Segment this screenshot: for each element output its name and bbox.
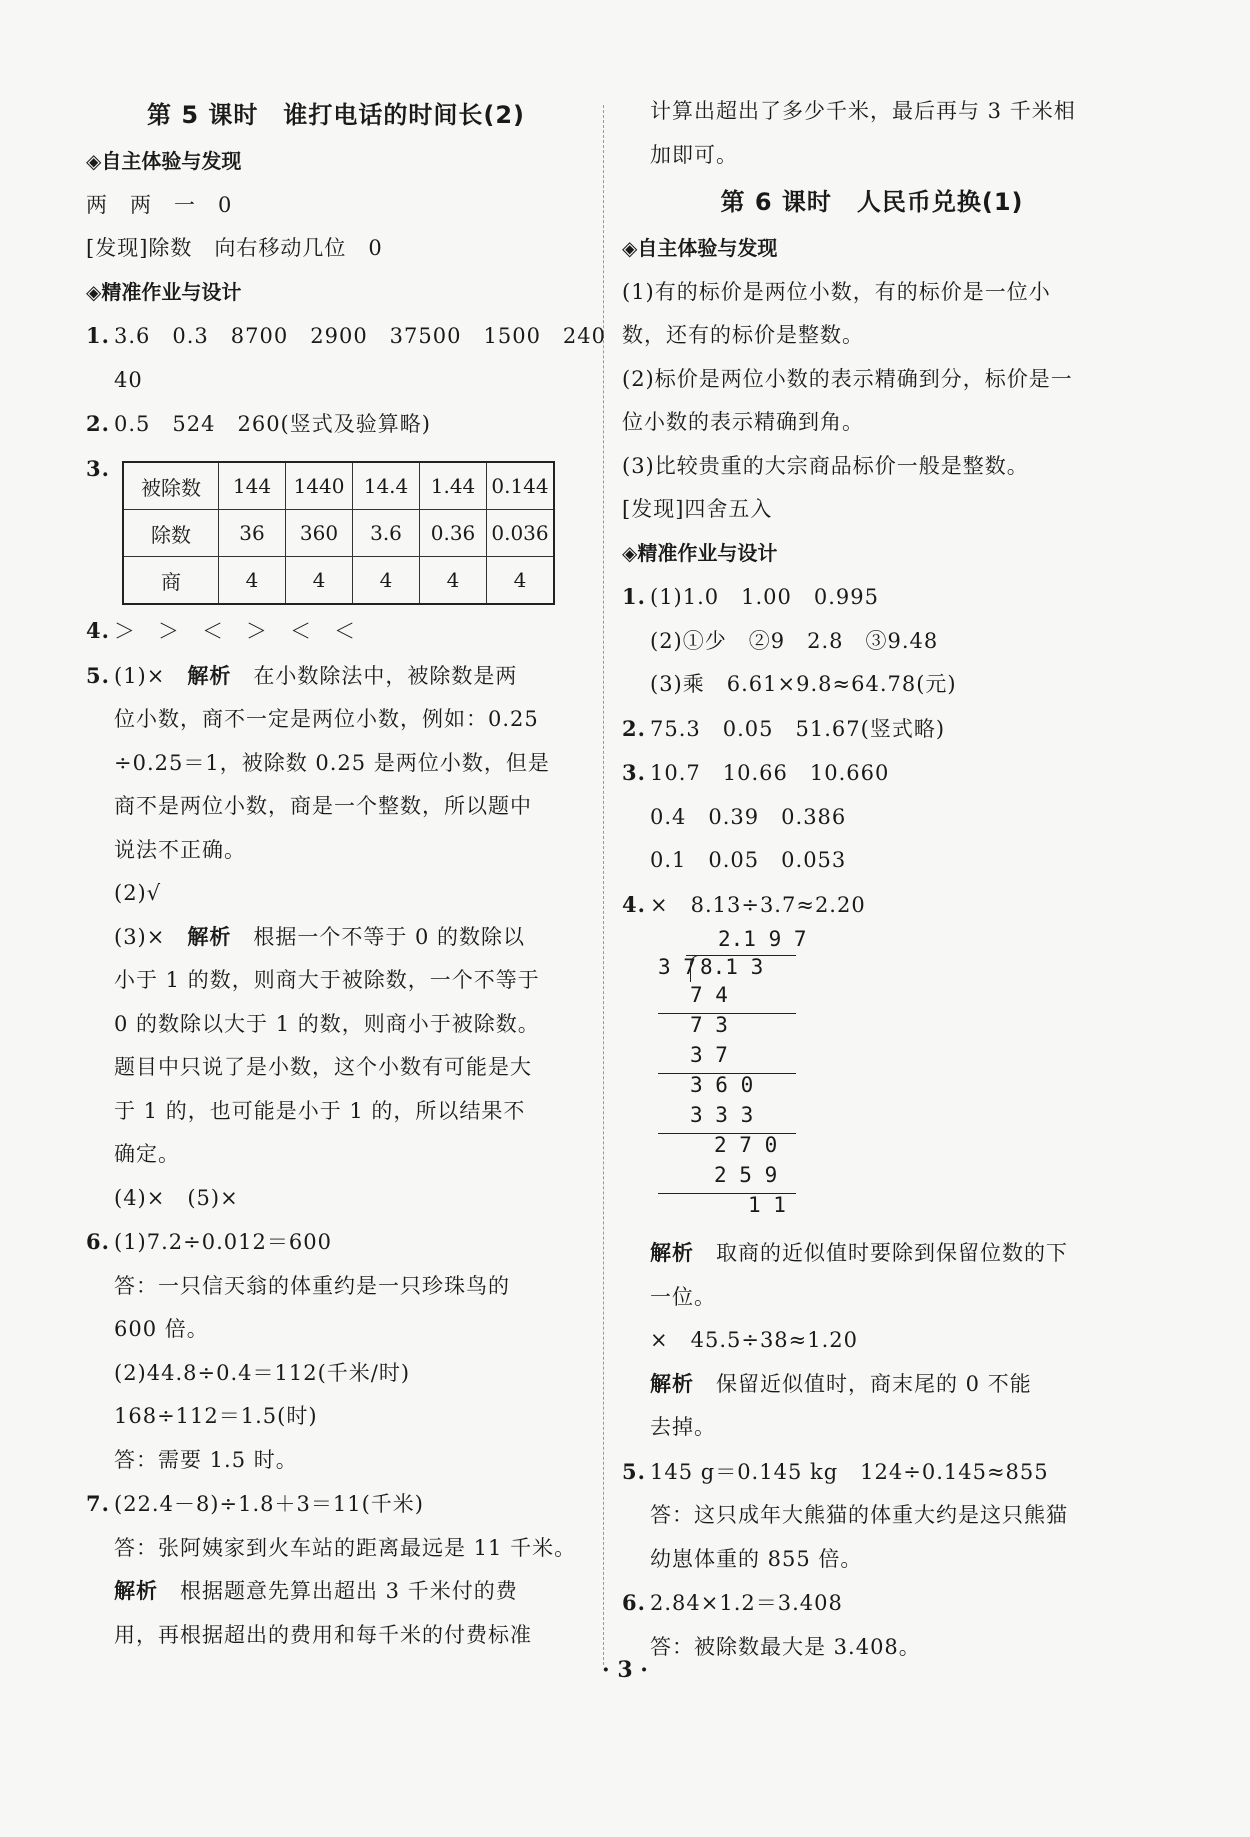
table-header-cell: 商	[123, 557, 219, 605]
answer-text: 168÷112＝1.5(时)	[114, 1404, 318, 1428]
question-number: 1.	[86, 323, 110, 348]
table-cell: 144	[219, 462, 286, 510]
answer-text: 答：被除数最大是 3.408。	[650, 1634, 921, 1659]
question-number: 5.	[622, 1458, 646, 1484]
answer-text: 位小数的表示精确到角。	[622, 410, 864, 434]
analysis-text: 0 的数除以大于 1 的数，则商小于被除数。	[114, 1011, 540, 1036]
table-cell: 1.44	[420, 462, 487, 510]
question-number: 5.	[86, 662, 110, 688]
analysis-text: 题目中只说了是小数，这个小数有可能是大	[114, 1055, 532, 1079]
table-row	[123, 510, 554, 557]
table-cell: 4	[353, 557, 420, 605]
answer-text: 0.5 524 260(竖式及验算略)	[114, 412, 431, 436]
table-cell: 0.36	[420, 510, 487, 557]
answer-text: 答：一只信天翁的体重约是一只珍珠鸟的	[114, 1273, 510, 1298]
answer-text: (3)乘 6.61×9.8≈64.78(元)	[650, 672, 957, 696]
analysis-tag: 解析	[187, 663, 232, 688]
answer-text: (2)标价是两位小数的表示精确到分，标价是一	[622, 366, 1073, 391]
question-5	[622, 1450, 1122, 1495]
table-cell: 36	[219, 510, 286, 557]
question-3	[622, 751, 1122, 796]
question-6	[86, 1220, 586, 1265]
answer-text: (2)①少 ②9 2.8 ③9.48	[650, 628, 939, 653]
table-header-cell: 被除数	[123, 462, 219, 510]
answer-text: × 8.13÷3.7≈2.20	[650, 892, 866, 917]
question-number: 3.	[622, 760, 646, 785]
division-step: 1 1	[748, 1193, 786, 1217]
question-7	[86, 1482, 586, 1527]
question-6	[622, 1581, 1122, 1626]
analysis-text: 用，再根据超出的费用和每千米的付费标准	[114, 1622, 532, 1647]
question-1	[622, 575, 1122, 620]
answer-text: (2)44.8÷0.4＝112(千米/时)	[114, 1360, 411, 1385]
answer-text: 145 g＝0.145 kg 124÷0.145≈855	[650, 1459, 1049, 1484]
analysis-tag: 解析	[187, 924, 232, 949]
analysis-text: 于 1 的，也可能是小于 1 的，所以结果不	[114, 1098, 526, 1123]
question-number: 2.	[86, 411, 110, 436]
table-cell: 3.6	[353, 510, 420, 557]
section-self-experience: ◈自主体验与发现	[622, 236, 778, 260]
analysis-tag: 解析	[114, 1579, 158, 1603]
table-cell: 4	[286, 557, 353, 605]
table-cell: 0.144	[487, 462, 555, 510]
question-number: 4.	[86, 618, 110, 643]
question-number: 6.	[86, 1229, 110, 1254]
analysis-text: 说法不正确。	[114, 837, 246, 862]
question-number: 3.	[86, 455, 110, 481]
answer-line: 两 两 一 0	[86, 192, 233, 217]
analysis-text: 确定。	[114, 1142, 180, 1166]
division-step: 2 5 9	[714, 1163, 778, 1187]
division-step: 7 4	[690, 983, 728, 1007]
answer-text: 数，还有的标价是整数。	[622, 323, 864, 347]
analysis-text: 去掉。	[650, 1415, 716, 1439]
left-column	[86, 90, 607, 1657]
question-5	[86, 654, 586, 699]
answer-text: 答：需要 1.5 时。	[114, 1447, 298, 1472]
analysis-text: 取商的近似值时要除到保留位数的下	[694, 1241, 1068, 1265]
answer-text: 600 倍。	[114, 1317, 209, 1341]
analysis-text: 一位。	[650, 1284, 716, 1309]
right-column	[622, 90, 1122, 1669]
division-step: 3 6 0	[690, 1073, 754, 1097]
analysis-text: 商不是两位小数，商是一个整数，所以题中	[114, 794, 532, 818]
analysis-text: 计算出超出了多少千米，最后再与 3 千米相	[650, 99, 1076, 123]
table-header-cell: 除数	[123, 510, 219, 557]
answer-text: 10.7 10.66 10.660	[650, 761, 890, 785]
answer-line	[86, 916, 586, 960]
analysis-tag: 解析	[650, 1241, 694, 1265]
table-cell: 360	[286, 510, 353, 557]
answer-text: (4)× (5)×	[114, 1185, 239, 1210]
analysis-text: 根据题意先算出超出 3 千米付的费	[158, 1579, 518, 1603]
division-dividend: 8.1 3	[700, 955, 764, 979]
question-1	[86, 314, 607, 359]
page-number: · 3 ·	[602, 1657, 648, 1683]
answer-text: 75.3 0.05 51.67(竖式略)	[650, 716, 946, 741]
answer-text: ＞ ＞ ＜ ＞ ＜ ＜	[114, 619, 356, 643]
table-cell: 1440	[286, 462, 353, 510]
answer-text: 0.1 0.05 0.053	[650, 848, 847, 872]
table-cell: 4	[487, 557, 555, 605]
division-step: 3 7	[690, 1043, 728, 1067]
answer-line	[622, 1363, 1122, 1407]
answer-text: 3.6 0.3 8700 2900 37500 1500 240	[114, 324, 607, 348]
answer-text: (1)有的标价是两位小数，有的标价是一位小	[622, 279, 1051, 304]
table-row	[123, 557, 554, 605]
question-number: 2.	[622, 715, 646, 741]
answer-line	[86, 1570, 586, 1614]
table-cell: 4	[219, 557, 286, 605]
question-number: 4.	[622, 891, 646, 917]
question-number: 1.	[622, 584, 646, 609]
question-number: 6.	[622, 1590, 646, 1615]
division-step: 7 3	[690, 1013, 728, 1037]
table-row	[123, 462, 554, 510]
division-step: 2 7 0	[714, 1133, 778, 1157]
analysis-tag: 解析	[650, 1371, 694, 1396]
section-precise-homework: ◈精准作业与设计	[86, 279, 242, 304]
section-self-experience: ◈自主体验与发现	[86, 149, 242, 173]
table-cell: 14.4	[353, 462, 420, 510]
answer-text: 答：这只成年大熊猫的体重大约是这只熊猫	[650, 1503, 1068, 1527]
analysis-text: 小于 1 的数，则商大于被除数，一个不等于	[114, 968, 540, 992]
question-2	[86, 402, 586, 447]
answer-text: 2.84×1.2＝3.408	[650, 1591, 843, 1615]
answer-text: (1)7.2÷0.012＝600	[114, 1230, 332, 1254]
division-divisor: 3 7	[658, 955, 696, 979]
answer-text: 幼崽体重的 855 倍。	[650, 1546, 863, 1571]
answer-text: (1)×	[114, 663, 188, 688]
question-4	[86, 609, 586, 654]
division-table	[122, 461, 555, 605]
answer-text: (22.4－8)÷1.8＋3＝11(千米)	[114, 1492, 424, 1516]
lesson-6-title: 第 6 课时 人民币兑换(1)	[720, 188, 1024, 216]
division-quotient: 2.1 9 7	[718, 927, 807, 951]
answer-text: × 45.5÷38≈1.20	[650, 1328, 859, 1352]
table-cell: 0.036	[487, 510, 555, 557]
lesson-5-title: 第 5 课时 谁打电话的时间长(2)	[146, 101, 526, 129]
analysis-text: 位小数，商不一定是两位小数，例如：0.25	[114, 707, 539, 731]
answer-text: 答：张阿姨家到火车站的距离最远是 11 千米。	[114, 1535, 577, 1560]
analysis-text: 根据一个不等于 0 的数除以	[231, 924, 526, 949]
answer-text: (3)×	[114, 924, 188, 949]
section-precise-homework: ◈精准作业与设计	[622, 540, 778, 565]
division-bracket	[690, 955, 699, 982]
answer-text: (3)比较贵重的大宗商品标价一般是整数。	[622, 453, 1029, 478]
discovery-line: [发现]除数 向右移动几位 0	[86, 236, 383, 260]
question-4	[622, 883, 1122, 928]
long-division	[658, 927, 878, 1232]
question-number: 7.	[86, 1491, 110, 1516]
analysis-text: ÷0.25＝1，被除数 0.25 是两位小数，但是	[114, 750, 550, 775]
table-cell: 4	[420, 557, 487, 605]
division-step: 3 3 3	[690, 1103, 754, 1127]
analysis-text: 加即可。	[650, 142, 738, 167]
answer-text: (1)1.0 1.00 0.995	[650, 585, 880, 609]
answer-line	[622, 1232, 1122, 1276]
discovery-line: [发现]四舍五入	[622, 497, 773, 521]
answer-continuation: 40	[114, 367, 143, 392]
question-2	[622, 707, 1122, 752]
answer-text: (2)√	[114, 881, 162, 905]
analysis-text: 保留近似值时，商末尾的 0 不能	[694, 1371, 1032, 1396]
answer-text: 0.4 0.39 0.386	[650, 804, 847, 829]
analysis-text: 在小数除法中，被除数是两	[231, 663, 518, 688]
